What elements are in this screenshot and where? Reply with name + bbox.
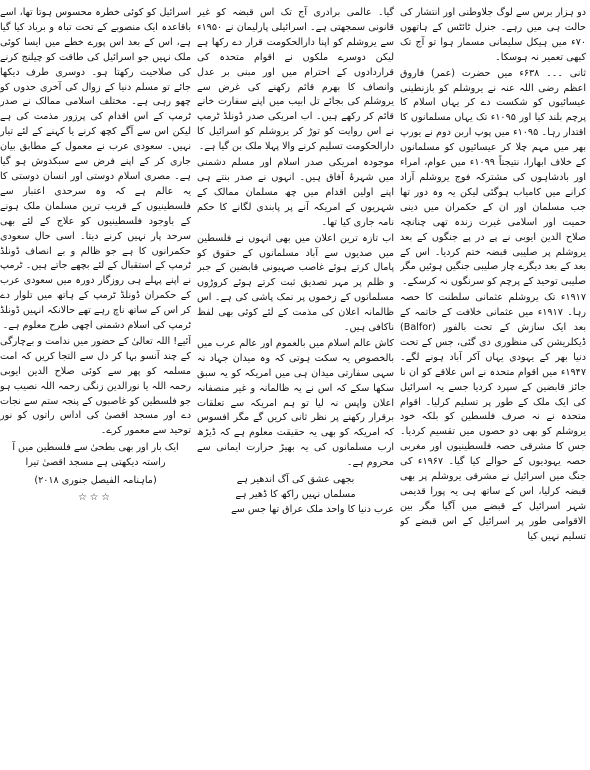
poem-verse [197,473,394,503]
paragraph: اب تازہ ترین اعلان میں بھی انہوں نے فلسطین میں صدیوں سے آباد مسلمانوں کے حقوق کو پامال کرتے ہوئے غاصب صہیونی قابضین کے جبر و ظلم پر مہر تصدیق ثبت کرتے ہوئے کروڑوں مسلمانوں کے زخموں پر نمک پاشی کی ہے۔ اس ظالمانہ اعلان کی مذمت کے لئے کوئی بھی لفظ ناکافی ہیں۔ [197,232,394,334]
verse-line: بجھی عشق کی آگ اندھیر ہے [236,474,355,486]
article-column-middle [197,6,394,766]
paragraph: عرب دنیا کا واحد ملک عراق تھا جس سے [231,503,394,515]
article-column-left [0,6,191,766]
paragraph: اسرائیل کو کوئی خطرہ محسوس ہوتا تھا، اسے باقاعدہ ایک منصوبے کے تحت تباہ و برباد کیا گیا ہے، اس کے بعد اس پورے خطے میں ایسا کوئی ملک نہیں جو اسرائیل کی طاقت کو چیلنج کرنے کی صلاحیت رکھتا ہو۔ دوسری طرف دیکھا جائے تو مسلم دنیا کے زوال کی آخری حدوں کو چھو رہی ہے۔ مختلف اسلامی ممالک نے صدر ٹرمپ کے اس اقدام کی پرزور مذمت کی ہے لیکن اس سے آگے کچھ کرنے یا کہنے کے لئے تیار نہیں۔ سعودی عرب نے معمول کے مطابق بیان جاری کر کے اپنے فرض سے سبکدوش ہو گیا ہے۔ مصری اسلام دوستی اور انسان دوستی کا یہ عالم ہے کہ وہ سرحدی اعتبار سے فلسطینیوں کے قریب ترین مسلمان ملک ہونے کے باوجود فلسطینیوں کو علاج کے لئے بھی سرحد پار نہیں کرنے دیتا۔ اسی حال سعودی حکمرانوں کا ہے جو ظالم و بے انصاف ڈونلڈ ٹرمپ کے استقبال کے لئے بچھے جاتے ہیں۔ ٹرمپ نے اپنے پہلے ہی روزگار دورہ میں سعودی عرب کے حکمران ڈونلڈ ٹرمپ کے ہاتھ میں تلوار دے کر اس کے ساتھ ناچ رہے تھے حالانکہ انہیں ڈونلڈ ٹرمپ کی اسلام دشمنی اچھی طرح معلوم ہے۔ [0,7,191,332]
source-citation: (ماہنامہ الفیصل جنوری ۲۰۱۸) [34,475,157,487]
paragraph: ۱۹۱۷ء تک یروشلم عثمانی سلطنت کا حصہ رہا۔ ۱۹۱۷ء میں عثمانی خلافت کے خاتمہ کے بعد ایک سازش کے تحت بالفور (Balfor) ڈیکلریشن کی منظوری دی گئی، جس کے تحت دنیا بھر کے یہودی یہاں آکر آباد ہونے لگے۔ ۱۹۴۷ء میں اقوام متحدہ نے اس علاقے کو ان نا جائز قابضین کے سپرد کردیا جسے یہ اسرائیل کی ایک ملک کے طور پر تسلیم کرلیا۔ اقوام متحدہ نے نہ صرف فلسطین کو بلکہ خود یروشلم کو بھی دو حصوں میں تقسیم کردیا۔ جس کا مشرقی حصہ فلسطینیوں اور مغربی حصہ یہودیوں کے حوالے کیا گیا۔ ۱۹۶۷ء کی جنگ میں اسرائیل نے مشرقی یروشلم پر بھی قبضہ کرلیا، اس کے ساتھ ہی یہ پورا قدیمی شہر اسرائیل کے قبضے میں آگیا مگر بین الاقوامی طور پر اسرائیل کے اس قبضے کو تسلیم نہیں کیا [400,292,586,542]
verse-line: راستہ دیکھتی ہے مسجد اقصیٰ تیرا [25,457,166,469]
verse-line: مسلماں نہیں راکھ کا ڈھیر ہے [235,489,356,500]
paragraph: دو ہزار برس سے لوگ جلاوطنی اور انتشار کی حالت ہی میں رہے۔ جنرل ٹائٹس کے ہاتھوں ۷۰ء میں ہیکل سلیمانی مسمار ہوا تو آج تک کبھی تعمیر نہ ہوسکا۔ [400,7,586,63]
poem-verse [0,441,191,471]
paragraph: کاش عالم اسلام میں بالعموم اور عالم عرب میں بالخصوص یہ سکت ہوتی کہ وہ میدان جہاد نہ سہی سفارتی میدان ہی میں امریکہ کو یہ سبق سکھا سکے کہ اس نے یہ ظالمانہ و غیر منصفانہ اعلان واپس نہ لیا تو ہم امریکہ سے تعلقات برقرار رکھنے پر نظر ثانی کریں گے مگر افسوس کہ امریکہ کو بھی یہ حقیقت معلوم ہے کہ ڈیڑھ ارب مسلمانوں کی یہ بھیڑ حرارت ایمانی سے محروم ہے۔ [197,337,394,469]
paragraph: ثانی ۔۔۔ ۶۳۸ء میں حضرت (عمر) فاروق اعظم رضی اللہ عنہ نے یروشلم کو بازنطینی عیسائیوں کو شکست دے کر یہاں اسلام کا پرچم بلند کیا اور ۱۰۹۵ء تک یہاں مسلمانوں کا اقتدار رہا۔ ۱۰۹۵ء میں پوپ اربن دوم نے یورپ بھر میں مہم چلا کر عیسائیوں کو مسلمانوں کے خلاف ابھارا، نتیجتاً ۱۰۹۹ء میں عوام، امراء اور بادشاہوں کی مشترکہ فوج یروشلم آزاد کرانے میں کامیاب ہوگئی لیکن یہ وہ دور تھا جب مسلمان اور ان کے حکمران میں دینی حمیت اور اسلامی غیرت زندہ تھی چنانچہ صلاح الدین ایوبی نے پے در پے جنگوں کے بعد یروشلم پر صلیبی قبضہ ختم کردیا۔ اس کے بعد کے بعد دیگرے چار صلیبی جنگیں ہوئیں مگر صلیبی توحید کے پرچم کو سرنگوں نہ کرسکے۔ [400,67,586,288]
end-stars: ☆☆☆ [78,492,113,503]
verse-line: ایک بار اور بھی بطحیٰ سے فلسطین میں آ [12,442,179,454]
paragraph: آئیے! اللہ تعالیٰ کے حضور میں ندامت و بےچارگی کے چند آنسو بہا کر دل سے التجا کریں کہ امت مسلمہ کو پھر سے کوئی صلاح الدین ایوبی رحمہ اللہ یا نورالدین زنگی رحمہ اللہ نصیب ہو جو فلسطین کو غاصبوں کے پنجہ ستم سے نجات دے اور مسجد اقصیٰ کی اداس راتوں کو نور توحید سے معمور کرے۔ [0,335,191,437]
paragraph: گیا۔ عالمی برادری آج تک اس قبضہ کو غیر قانونی سمجھتی ہے۔ اسرائیلی پارلیمان نے ۱۹۵۰ء سے یروشلم کو اپنا دارالحکومت قرار دے رکھا ہے لیکن دوسرے ملکوں نے اقوام متحدہ کی قراردادوں کے احترام میں اور مبنی بر عدل وانصاف کا بھرم قائم رکھنے کی غرض سے یروشلم کی بجائے تل ابیب میں اپنے سفارت خانے قائم کر رکھے ہیں۔ اب امریکی صدر ڈونلڈ ٹرمپ نے اس روایت کو توڑ کر یروشلم کو اسرائیل کا دارالحکومت تسلیم کرنے والا پہلا ملک بن گیا ہے۔ [197,7,394,153]
paragraph: موجودہ امریکی صدر اسلام اور مسلم دشمنی میں شہرۂ آفاق ہیں۔ انہوں نے صدر بنتے ہی اپنے اولین اقدام میں چھ مسلمان ممالک کے شہریوں کے امریکہ آنے پر پابندی لگانے کا حکم نامہ جاری کیا تھا۔ [197,157,394,228]
article-column-right [400,6,586,766]
